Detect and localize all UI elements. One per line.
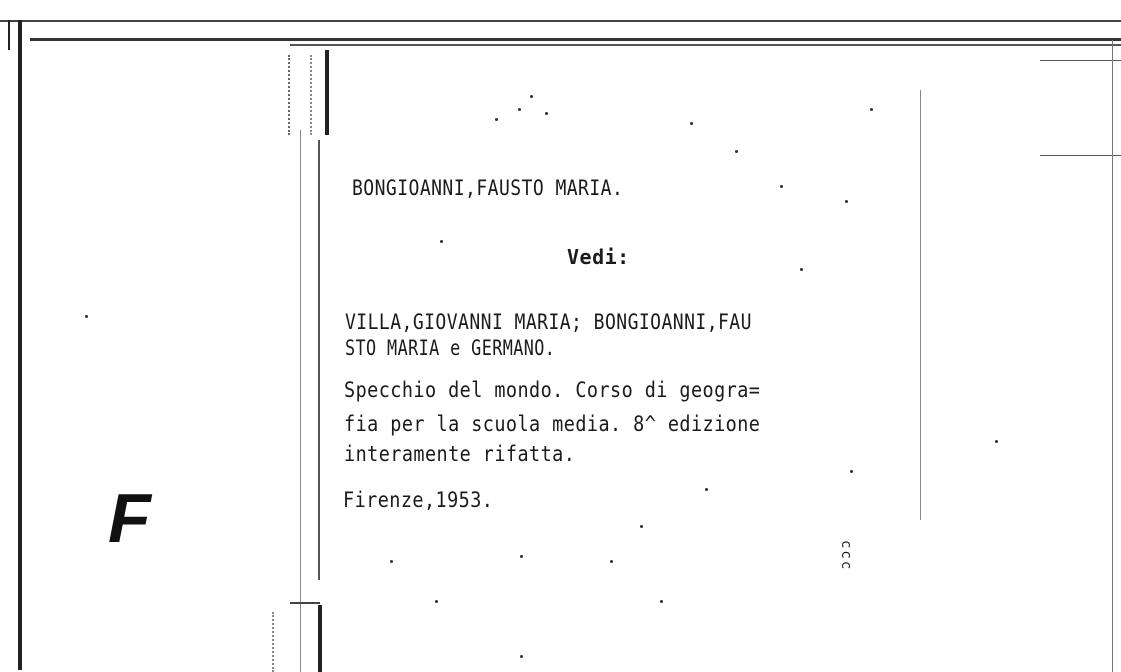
scan-speck <box>545 112 548 115</box>
scan-speck <box>690 122 693 125</box>
card-imprint: Firenze,1953. <box>343 488 494 512</box>
card-left-edge <box>318 140 320 580</box>
scan-speck <box>800 268 803 271</box>
card-top-edge-3 <box>1040 155 1121 156</box>
left-edge-thin <box>8 20 10 50</box>
scan-speck <box>85 315 88 318</box>
scan-speck <box>495 118 498 121</box>
scan-speck <box>845 200 848 203</box>
scan-speck <box>660 600 663 603</box>
scan-speck <box>520 655 523 658</box>
scan-speck <box>735 150 738 153</box>
scan-speck <box>870 108 873 111</box>
left-mid-edge <box>300 130 301 672</box>
top-edge-line <box>0 20 1121 22</box>
scan-speck <box>530 95 533 98</box>
card-authors-line2: STO MARIA e GERMANO. <box>345 336 556 360</box>
card-title-line2: fia per la scuola media. 8^ edizione <box>344 412 761 436</box>
scan-speck <box>780 185 783 188</box>
card-see-reference: Vedi: <box>567 245 630 269</box>
scan-speck <box>435 600 438 603</box>
right-edge-line <box>1112 40 1113 672</box>
left-edge-line <box>18 20 22 670</box>
card-heading: BONGIOANNI,FAUSTO MARIA. <box>352 176 624 200</box>
card-tab-mark-top <box>288 55 312 135</box>
card-top-edge-2 <box>1040 60 1121 61</box>
scan-speck <box>390 560 393 563</box>
scan-speck <box>850 470 853 473</box>
card-authors-line1: VILLA,GIOVANNI MARIA; BONGIOANNI,FAU <box>345 310 752 334</box>
scan-speck <box>705 488 708 491</box>
card-side-marks: ccc <box>838 540 854 572</box>
scan-speck <box>520 555 523 558</box>
scan-speck <box>995 440 998 443</box>
bottom-tab-line <box>290 602 320 604</box>
scan-speck <box>440 240 443 243</box>
drawer-letter: F <box>108 479 151 557</box>
card-title-line1: Specchio del mondo. Corso di geogra= <box>344 378 761 402</box>
card-left-edge-top <box>325 50 329 135</box>
scan-speck <box>610 560 613 563</box>
card-left-edge-bottom <box>318 605 322 672</box>
top-edge-line-2 <box>30 38 1121 41</box>
card-tab-mark-bottom <box>272 612 294 672</box>
card-top-edge <box>290 44 1121 46</box>
card-title-line3: interamente rifatta. <box>344 442 576 466</box>
scan-speck <box>518 108 521 111</box>
scan-speck <box>640 525 643 528</box>
card-right-edge <box>920 90 921 520</box>
